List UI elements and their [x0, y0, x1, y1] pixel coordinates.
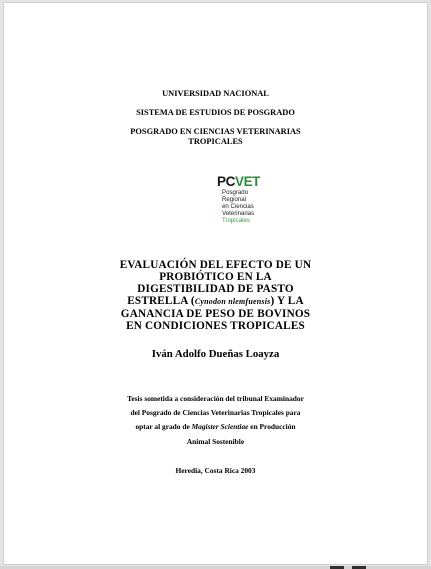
pcvet-logo-mark: [217, 175, 260, 189]
university-name: UNIVERSIDAD NACIONAL: [162, 89, 269, 98]
place-and-date: Heredia, Costa Rica 2003: [175, 466, 256, 475]
degree-name: Magister Scientiae: [191, 422, 249, 432]
title-line: PROBIÓTICO EN LA: [159, 271, 272, 283]
program-name-line-2: TROPICALES: [188, 137, 243, 146]
author-name: Iván Adolfo Dueñas Loayza: [151, 348, 280, 360]
logo-caption-line: Tropicales: [222, 217, 250, 224]
thesis-line-3-end: en Producción: [248, 422, 296, 432]
species-name: Cynodon nlemfuensis: [194, 297, 271, 306]
thesis-line: del Posgrado de Ciencias Veterinarias Tropicales para: [130, 408, 301, 418]
thesis-line: Tesis sometida a consideración del tribunal Examinador: [127, 394, 304, 403]
logo-mark-pc: PC: [217, 174, 235, 189]
title-line: [4, 295, 427, 308]
logo-caption-line: Posgrado: [222, 189, 249, 196]
thesis-title: [4, 259, 427, 332]
logo-caption: [222, 189, 254, 224]
logo-caption-line: Veterinarias: [222, 210, 255, 217]
pcvet-logo: [217, 175, 277, 230]
studies-system: SISTEMA DE ESTUDIOS DE POSGRADO: [136, 108, 295, 117]
document-page: [3, 2, 428, 565]
program-name-line-1: POSGRADO EN CIENCIAS VETERINARIAS: [130, 127, 301, 136]
thesis-line: [4, 420, 427, 434]
title-line: GANANCIA DE PESO DE BOVINOS: [120, 308, 311, 320]
title-line: EVALUACIÓN DEL EFECTO DE UN: [119, 259, 312, 271]
thesis-line-3-start: optar al grado de: [135, 422, 192, 432]
logo-caption-line: en Ciencias: [222, 203, 254, 210]
thesis-line: Animal Sostenible: [186, 436, 245, 446]
thesis-statement: [4, 392, 427, 449]
title-line: EN CONDICIONES TROPICALES: [126, 320, 305, 332]
logo-caption-line: Regional: [222, 196, 247, 203]
title-line: DIGESTIBILIDAD DE PASTO: [137, 283, 294, 295]
title-line-4-end: ) Y LA: [270, 295, 304, 307]
title-line-4-start: ESTRELLA (: [127, 295, 195, 307]
logo-mark-vet: VET: [234, 174, 261, 189]
